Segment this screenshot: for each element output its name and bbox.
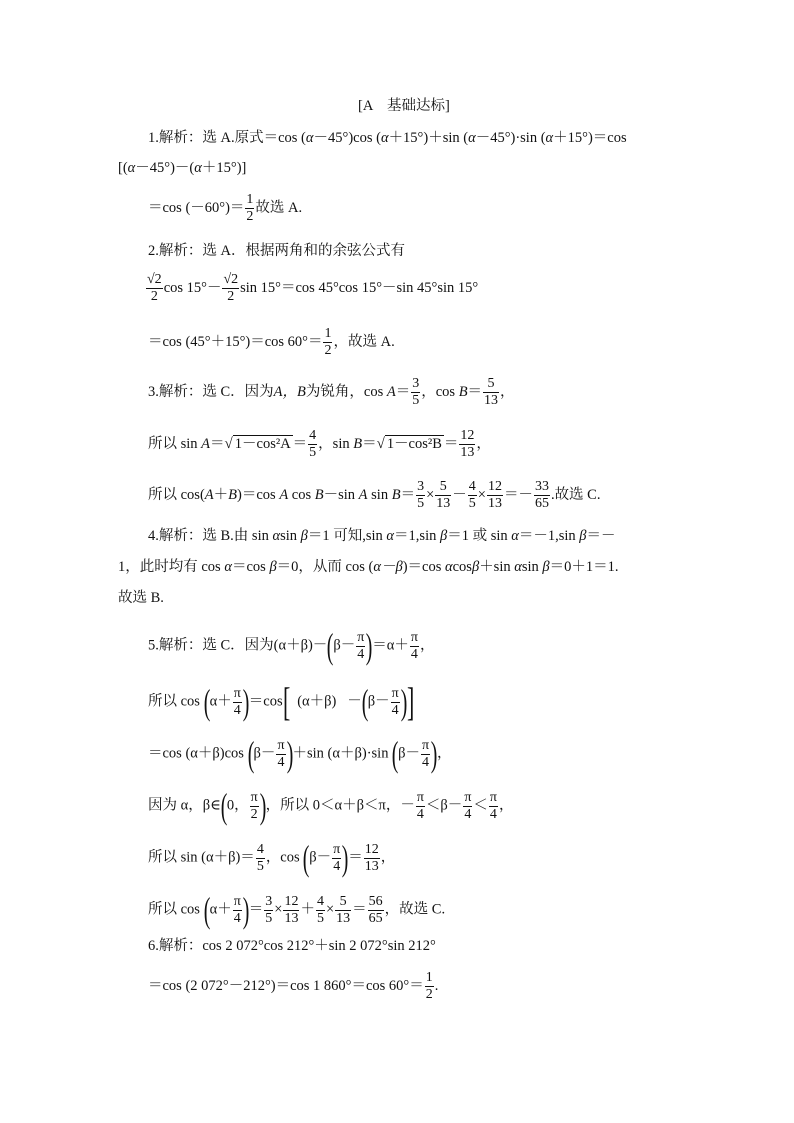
text: ＝1,sin [394, 528, 437, 544]
text: ，故选 A. [333, 333, 395, 350]
solution-5-line-3 [148, 736, 452, 772]
text: ＝cos (2 072°－212°)＝cos 1 860°＝cos 60°＝ [148, 977, 424, 994]
text: β－ [253, 745, 276, 762]
var: A，B [273, 383, 306, 400]
var: B [314, 486, 324, 503]
solution-5-line-2 [148, 679, 415, 724]
numerator: 33 [534, 479, 549, 494]
text: ＋ [213, 486, 229, 503]
var: α [444, 559, 453, 575]
numerator: 1 [246, 192, 254, 207]
denominator: 4 [277, 754, 285, 770]
var: β [579, 528, 587, 544]
text: ＝cos (45°＋15°)＝cos 60°＝ [148, 333, 323, 350]
solution-1-line-2 [118, 158, 246, 178]
numerator: π [333, 841, 341, 857]
fraction [487, 479, 503, 512]
text: 故选 A. [255, 199, 303, 216]
numerator: 1 [324, 326, 332, 341]
fraction [459, 428, 475, 461]
solution-3-line-1 [148, 376, 515, 409]
text: ＝0，从而 cos ( [276, 559, 374, 575]
solution-5-line-6 [148, 892, 445, 928]
text: ＝ [467, 383, 483, 400]
right-paren: ) [341, 838, 349, 878]
var: A [358, 486, 368, 503]
left-paren: ( [220, 786, 228, 826]
solution-2-line-3 [148, 326, 395, 359]
denominator: 2 [425, 987, 433, 1002]
solution-2-line-1: 2.解析：选 A．根据两角和的余弦公式有 [148, 243, 405, 259]
text: α＋ [209, 693, 232, 710]
fraction [276, 738, 285, 771]
fraction [256, 842, 265, 875]
fraction [146, 272, 163, 305]
fraction [323, 326, 332, 359]
denominator: 65 [534, 496, 549, 511]
text: ＝ [248, 901, 264, 918]
var: α [511, 528, 519, 544]
denominator: 4 [464, 806, 472, 822]
denominator: 4 [416, 806, 424, 822]
var: α [127, 160, 136, 176]
numerator: 5 [483, 376, 499, 393]
text: 所以 cos( [148, 486, 205, 503]
denominator: 13 [364, 858, 379, 874]
fraction [264, 894, 273, 927]
solution-3-line-2 [148, 428, 491, 461]
solution-3-line-3 [148, 479, 600, 512]
left-paren: ( [327, 626, 334, 666]
var: α [224, 559, 232, 575]
fraction [435, 479, 451, 512]
fraction [316, 894, 325, 927]
var: B [353, 435, 363, 452]
numerator: π [416, 789, 424, 805]
numerator: 12 [460, 428, 475, 443]
fraction [368, 894, 384, 927]
denominator: 13 [336, 910, 351, 926]
right-paren: ) [286, 734, 293, 774]
text: β－ [398, 745, 420, 762]
denominator: 2 [246, 209, 254, 224]
text: )＝cos [402, 559, 442, 575]
right-paren: ) [400, 682, 407, 722]
denominator: 65 [368, 910, 383, 926]
text: ＋15°)] [201, 160, 247, 176]
denominator: 13 [487, 496, 502, 511]
text: ， [500, 383, 515, 400]
text: ， [476, 435, 491, 452]
fraction [416, 790, 425, 823]
solution-6-line-1: 6.解析：cos 2 072°cos 212°＋sin 2 072°sin 212° [148, 938, 436, 954]
fraction [233, 894, 242, 927]
text: 1.解析：选 A.原式＝cos ( [148, 130, 306, 146]
numerator: π [250, 789, 258, 805]
denominator: 4 [233, 910, 241, 926]
text: ＝－ [586, 528, 616, 544]
text: β－ [309, 849, 332, 866]
text: 3.解析：选 C．因为 [148, 383, 274, 400]
var: B [228, 486, 238, 503]
fraction [308, 428, 317, 461]
text: ＋ [300, 901, 315, 918]
numerator: π [391, 685, 399, 701]
text: －sin [323, 486, 356, 503]
text: ＝ [395, 383, 411, 400]
text: ＝ [348, 849, 363, 866]
var: α [468, 130, 476, 146]
text: ＋sin [479, 559, 511, 575]
numerator: π [357, 629, 365, 645]
text: ＝－1,sin [518, 528, 576, 544]
var: A [386, 383, 396, 400]
var: α [514, 559, 522, 575]
fraction [222, 272, 239, 305]
text: ，sin [318, 435, 350, 452]
text: .故选 C. [550, 486, 601, 503]
numerator: 5 [335, 894, 351, 911]
solution-4-line-3: 故选 B. [118, 590, 164, 606]
text: ，所以 0＜α＋β＜π，－ [265, 797, 415, 814]
text: ＝ [210, 435, 225, 452]
text: － [452, 486, 467, 503]
solution-6-line-2 [148, 970, 438, 1003]
text: ＝ [362, 435, 377, 452]
text: ，cos [265, 849, 300, 866]
right-paren: ) [365, 626, 373, 666]
denominator: 4 [422, 754, 429, 770]
text: cos [452, 559, 472, 575]
square-root [225, 434, 293, 454]
var: α [545, 130, 554, 146]
text: －45°)cos ( [313, 130, 381, 146]
text: ＝1 可知,sin [307, 528, 383, 544]
fraction [283, 894, 299, 927]
var: α－β [373, 559, 403, 575]
denominator: 4 [391, 702, 399, 718]
solution-1-line-1 [148, 128, 627, 148]
var: B [458, 383, 468, 400]
left-paren: ( [302, 838, 310, 878]
text: ＜ [473, 797, 488, 814]
solution-5-line-4 [148, 788, 513, 824]
text: sin [521, 559, 539, 575]
fraction [410, 630, 419, 663]
right-paren: ) [242, 682, 250, 722]
fraction [468, 479, 477, 512]
denominator: 4 [333, 858, 341, 874]
numerator: 3 [265, 893, 273, 909]
fraction [335, 894, 351, 927]
var: A [201, 435, 211, 452]
text: ＋15°)＋sin ( [388, 130, 469, 146]
denominator: 2 [150, 289, 158, 304]
text: ＝ [292, 435, 308, 452]
var: α [386, 528, 395, 544]
numerator: π [489, 789, 497, 805]
solution-5-line-5 [148, 840, 395, 876]
left-bracket: [ [282, 679, 290, 724]
radicand: 1－cos²B [386, 435, 442, 452]
text: 4.解析：选 B.由 sin [148, 528, 269, 544]
text: × [325, 901, 335, 918]
numerator: √2 [223, 272, 239, 287]
solution-2-line-2 [145, 272, 478, 305]
fraction [425, 970, 434, 1003]
var: A [204, 486, 214, 503]
right-bracket: ] [406, 679, 415, 724]
numerator: 4 [256, 841, 264, 857]
text: 所以 sin (α＋β)＝ [148, 849, 255, 866]
denominator: 5 [309, 445, 317, 460]
solution-1-line-3 [148, 192, 302, 225]
text: (α＋β) [297, 693, 337, 710]
numerator: 56 [368, 893, 383, 909]
right-paren: ) [259, 786, 266, 826]
denominator: 4 [357, 646, 365, 662]
var: α [272, 528, 281, 544]
numerator: 3 [417, 479, 425, 494]
numerator: π [421, 737, 430, 753]
denominator: 2 [250, 806, 258, 822]
left-paren: ( [391, 734, 399, 774]
left-paren: ( [203, 682, 210, 722]
var: β [300, 528, 308, 544]
fraction [332, 842, 341, 875]
text: 因为 α，β∈ [148, 797, 221, 814]
numerator: 1 [425, 970, 433, 985]
radical-sign: √ [376, 435, 385, 452]
var: α [380, 130, 389, 146]
numerator: π [233, 893, 241, 909]
numerator: 5 [435, 479, 451, 496]
text: ＝ [443, 435, 459, 452]
text: ＝ [352, 901, 367, 918]
denominator: 5 [316, 910, 324, 926]
text: [( [118, 160, 128, 176]
denominator: 5 [256, 858, 264, 874]
denominator: 4 [489, 806, 497, 822]
fraction [416, 479, 425, 512]
text: － [347, 693, 362, 710]
var: α [305, 130, 314, 146]
var: β [471, 559, 480, 575]
fraction [233, 686, 242, 719]
fraction [411, 376, 420, 409]
right-paren: ) [242, 890, 250, 930]
denominator: 4 [410, 646, 418, 662]
fraction [250, 790, 259, 823]
text: ＜β－ [425, 797, 463, 814]
text: ， [419, 637, 435, 654]
text: α＋ [209, 901, 232, 918]
denominator: 13 [460, 445, 475, 460]
numerator: 4 [309, 428, 317, 443]
numerator: 4 [316, 893, 324, 909]
text: × [426, 486, 435, 503]
denominator: 5 [265, 910, 273, 926]
text: ， [498, 797, 514, 814]
text: ＋sin (α＋β)·sin [292, 745, 389, 762]
text: sin [371, 486, 389, 503]
radical-sign: √ [224, 435, 233, 452]
square-root [377, 434, 444, 454]
text: sin [280, 528, 298, 544]
denominator: 4 [233, 702, 241, 718]
text: . [434, 977, 439, 994]
fraction [356, 630, 365, 663]
text: ＝α＋ [372, 637, 409, 654]
fraction [463, 790, 472, 823]
fraction [391, 686, 400, 719]
text: sin 15°＝cos 45°cos 15°－sin 45°sin 15° [240, 279, 479, 296]
var: β [269, 559, 277, 575]
solution-4-line-1 [148, 526, 616, 546]
text: 5.解析：选 C．因为(α＋β)－ [148, 637, 328, 654]
left-paren: ( [361, 682, 369, 722]
numerator: 12 [487, 479, 502, 494]
numerator: π [233, 685, 241, 701]
var: β [542, 559, 550, 575]
denominator: 2 [324, 343, 332, 358]
var: B [391, 486, 401, 503]
text: ＝0＋1＝1. [549, 559, 619, 575]
text: ＝ [400, 486, 416, 503]
fraction [534, 479, 550, 512]
text: 为锐角，cos [305, 383, 384, 400]
denominator: 5 [468, 496, 476, 511]
text: ，故选 C. [384, 901, 446, 918]
numerator: 12 [284, 893, 299, 909]
fraction [364, 842, 380, 875]
radicand: 1－cos²A [234, 435, 291, 452]
denominator: 5 [412, 393, 420, 408]
numerator: π [410, 629, 418, 645]
text: β－ [367, 693, 390, 710]
denominator: 13 [484, 393, 499, 408]
numerator: 3 [412, 376, 420, 391]
numerator: 4 [468, 479, 476, 494]
right-paren: ) [430, 734, 438, 774]
denominator: 13 [284, 910, 299, 926]
text: × [274, 901, 283, 918]
denominator: 13 [436, 496, 451, 511]
text: ， [437, 745, 452, 762]
text: ＝－ [503, 486, 533, 503]
text: －45°)－( [135, 160, 195, 176]
text: cos 15°－ [163, 279, 222, 296]
left-paren: ( [247, 734, 254, 774]
var: A [279, 486, 289, 503]
var: β [439, 528, 448, 544]
text: ＝cos [248, 693, 283, 710]
solution-5-line-1 [148, 628, 434, 664]
numerator: π [464, 789, 472, 805]
text: 0， [226, 797, 249, 814]
text: ＝cos (α＋β)cos [148, 745, 244, 762]
text: × [477, 486, 486, 503]
var: α [194, 160, 202, 176]
numerator: 12 [364, 841, 379, 857]
text: ＝1 或 sin [447, 528, 508, 544]
section-header: [A 基础达标] [358, 98, 450, 114]
numerator: √2 [147, 272, 162, 287]
text: )＝cos [237, 486, 276, 503]
text: ＋15°)＝cos [553, 130, 627, 146]
denominator: 2 [227, 289, 235, 304]
fraction [245, 192, 254, 225]
text: 所以 sin [148, 435, 198, 452]
text: ＝cos (－60°)＝ [148, 199, 245, 216]
denominator: 5 [417, 496, 425, 511]
fraction [421, 738, 430, 771]
text: 所以 cos [148, 693, 200, 710]
left-paren: ( [203, 890, 210, 930]
fraction [489, 790, 498, 823]
text: ，cos [421, 383, 456, 400]
fraction [483, 376, 499, 409]
text: －45°)·sin ( [475, 130, 546, 146]
numerator: π [277, 737, 285, 753]
text: 所以 cos [148, 901, 200, 918]
text: cos [291, 486, 312, 503]
solution-4-line-2 [118, 557, 619, 577]
text: ＝cos [231, 559, 266, 575]
text: ， [380, 849, 396, 866]
text: 1，此时均有 cos [118, 559, 221, 575]
text: β－ [333, 637, 356, 654]
